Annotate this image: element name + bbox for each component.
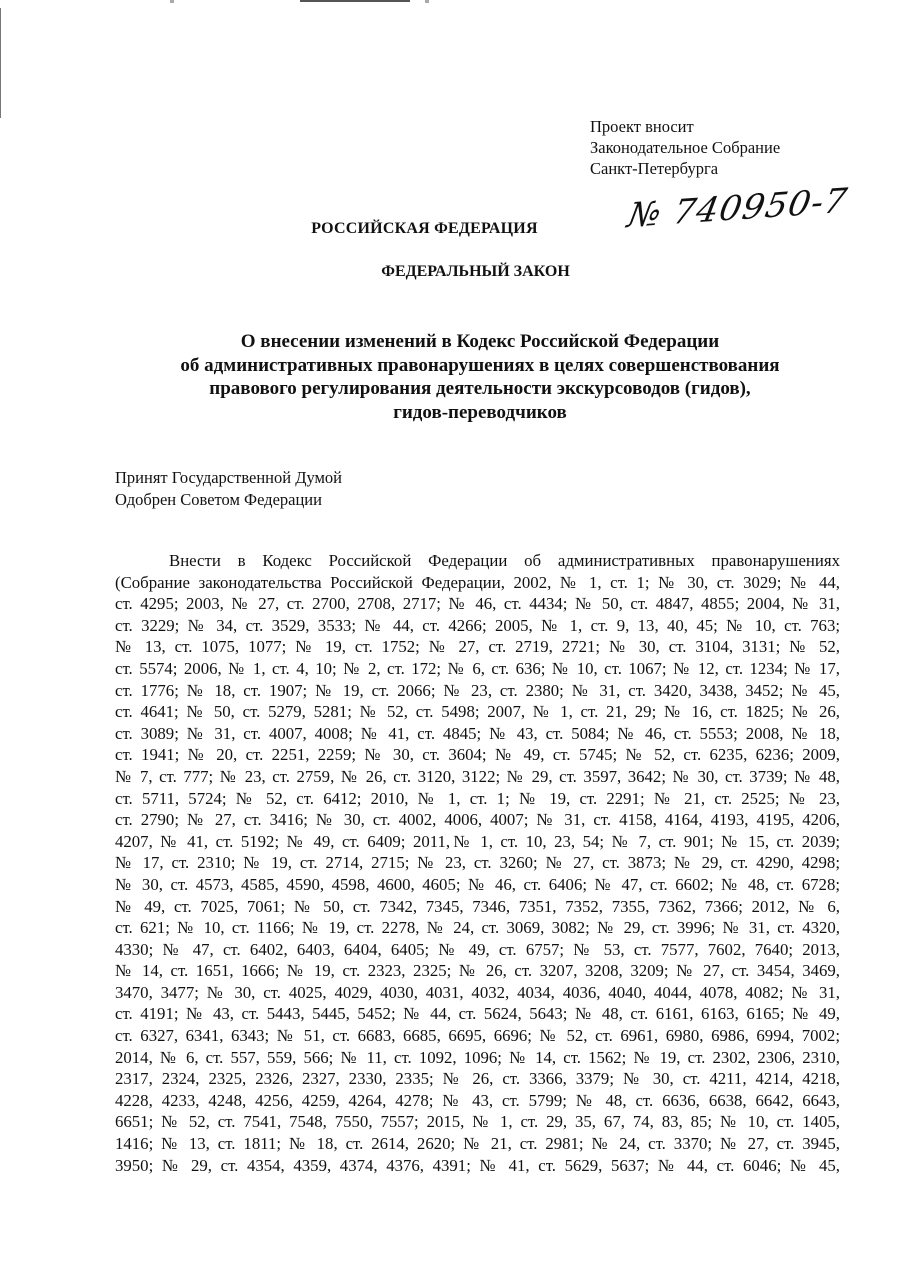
body-line: 3950; № 29, ст. 4354, 4359, 4374, 4376, 4391; № 41, ст. 5629, 5637; № 44, ст. 6046; № 45, [115,1155,840,1175]
scan-edge-artifact [0,8,1,118]
law-body-text [115,550,840,1176]
title-line: гидов-переводчиков [393,401,567,423]
scan-dot-artifact [425,0,429,3]
title-line: О внесении изменений в Кодекс Российской Федерации [240,331,720,352]
introducer-line: Законодательное Собрание [590,138,781,157]
introducer-line: Проект вносит [590,117,694,136]
law-type-heading-text: ФЕДЕРАЛЬНЫЙ ЗАКОН [381,263,570,280]
body-line: № 13, ст. 1075, 1077; № 19, ст. 1752; № 27, ст. 2719, 2721; № 30, ст. 3104, 3131; № 52, [115,637,840,657]
country-heading-text: РОССИЙСКАЯ ФЕДЕРАЦИЯ [311,220,538,237]
body-line: Внести в Кодекс Российской Федерации об административных правонарушениях [169,551,840,570]
body-line: 2317, 2324, 2325, 2326, 2327, 2330, 2335; № 26, ст. 3366, 3379; № 30, ст. 4211, 4214, 4218, [115,1069,840,1089]
body-line: № 30, ст. 4573, 4585, 4590, 4598, 4600, 4605; № 46, ст. 6406; № 47, ст. 6602; № 48, ст. 6728; [115,874,840,894]
body-line: № 7, ст. 777; № 23, ст. 2759, № 26, ст. 3120, 3122; № 29, ст. 3597, 3642; № 30, ст. 3739; № 48, [115,766,840,786]
body-line: 3470, 3477; № 30, ст. 4025, 4029, 4030, 4031, 4032, 4034, 4036, 4040, 4044, 4078, 4082; № 31, [115,982,840,1002]
body-line: № 49, ст. 7025, 7061; № 50, ст. 7342, 7345, 7346, 7351, 7352, 7355, 7362, 7366; 2012, № 6, [115,896,840,916]
body-line: ст. 3229; № 34, ст. 3529, 3533; № 44, ст. 4266; 2005, № 1, ст. 9, 13, 40, 45; № 10, ст. 763; [115,615,840,635]
body-line: 4228, 4233, 4248, 4256, 4259, 4264, 4278; № 43, ст. 5799; № 48, ст. 6636, 6638, 6642, 6643, [115,1090,840,1110]
law-type-heading [0,263,897,281]
bill-introducer [590,116,780,179]
adoption-line: Одобрен Советом Федерации [115,489,322,509]
body-line: 2014, № 6, ст. 557, 559, 566; № 11, ст. 1092, 1096; № 14, ст. 1562; № 19, ст. 2302, 2306, 2310, [115,1047,840,1067]
law-title [100,330,860,424]
body-line: 4207, № 41, ст. 5192; № 49, ст. 6409; 2011,№ 1, ст. 10, 23, 54; № 7, ст. 901; № 15, ст. 2039; [115,831,840,851]
body-line: 6651; № 52, ст. 7541, 7548, 7550, 7557; 2015, № 1, ст. 29, 35, 67, 74, 83, 85; № 10, ст. 1405, [115,1112,840,1132]
body-line: ст. 5574; 2006, № 1, ст. 4, 10; № 2, ст. 172; № 6, ст. 636; № 10, ст. 1067; № 12, ст. 1234; № 17, [115,658,840,678]
body-line: ст. 4191; № 43, ст. 5443, 5445, 5452; № 44, ст. 5624, 5643; № 48, ст. 6161, 6163, 6165; № 49, [115,1004,840,1024]
body-line: ст. 4295; 2003, № 27, ст. 2700, 2708, 2717; № 46, ст. 4434; № 50, ст. 4847, 4855; 2004, № 31, [115,594,840,614]
adoption-line: Принят Государственной Думой [115,468,343,487]
body-line: ст. 6327, 6341, 6343; № 51, ст. 6683, 6685, 6695, 6696; № 52, ст. 6961, 6980, 6986, 6994, 7002; [115,1026,840,1046]
body-line: № 14, ст. 1651, 1666; № 19, ст. 2323, 2325; № 26, ст. 3207, 3208, 3209; № 27, ст. 3454, 3469, [115,961,840,981]
body-line: ст. 1776; № 18, ст. 1907; № 19, ст. 2066; № 23, ст. 2380; № 31, ст. 3420, 3438, 3452; № 45, [115,680,840,700]
body-line: 4330; № 47, ст. 6402, 6403, 6404, 6405; № 49, ст. 6757; № 53, ст. 7577, 7602, 7640; 2013, [115,939,840,959]
body-line: ст. 4641; № 50, ст. 5279, 5281; № 52, ст. 5498; 2007, № 1, ст. 21, 29; № 16, ст. 1825; № 26, [115,702,840,722]
body-line: № 17, ст. 2310; № 19, ст. 2714, 2715; № 23, ст. 3260; № 27, ст. 3873; № 29, ст. 4290, 4298; [115,853,840,873]
body-line: ст. 2790; № 27, ст. 3416; № 30, ст. 4002, 4006, 4007; № 31, ст. 4158, 4164, 4193, 4195, 4206, [115,810,840,830]
adoption-info [115,467,342,510]
body-line: ст. 621; № 10, ст. 1166; № 19, ст. 2278, № 24, ст. 3069, 3082; № 29, ст. 3996; № 31, ст. 4320, [115,918,840,938]
scan-dot-artifact [170,0,174,3]
introducer-line: Санкт-Петербурга [590,159,719,178]
body-line: ст. 1941; № 20, ст. 2251, 2259; № 30, ст. 3604; № 49, ст. 5745; № 52, ст. 6235, 6236; 2009, [115,745,840,765]
body-line: (Собрание законодательства Российской Федерации, 2002, № 1, ст. 1; № 30, ст. 3029; № 44, [115,572,840,592]
body-line: ст. 3089; № 31, ст. 4007, 4008; № 41, ст. 4845; № 43, ст. 5084; № 46, ст. 5553; 2008, № 18, [115,723,840,743]
handwritten-registration-number: № 740950-7 [624,180,851,236]
scan-top-artifact [300,0,410,2]
title-line: правового регулирования деятельности экскурсоводов (гидов), [209,378,751,399]
body-line: ст. 5711, 5724; № 52, ст. 6412; 2010, № 1, ст. 1; № 19, ст. 2291; № 21, ст. 2525; № 23, [115,788,840,808]
body-line: 1416; № 13, ст. 1811; № 18, ст. 2614, 2620; № 21, ст. 2981; № 24, ст. 3370; № 27, ст. 3945, [115,1134,840,1154]
title-line: об административных правонарушениях в целях совершенствования [180,354,780,376]
